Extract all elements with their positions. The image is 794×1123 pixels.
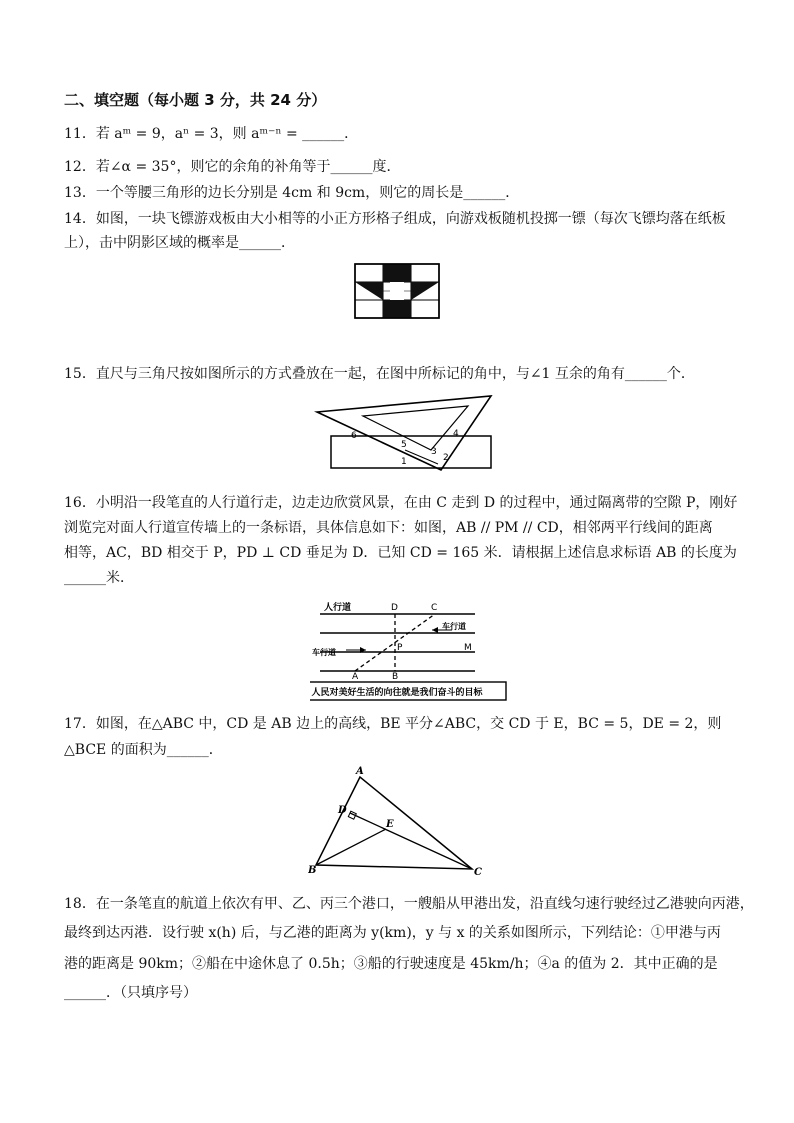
angle-label-3: 3 xyxy=(431,447,437,457)
point-D-tri: D xyxy=(338,805,347,816)
point-B: B xyxy=(392,672,399,682)
point-D: D xyxy=(391,603,398,613)
question-14-line-1: 14．如图，一块飞镖游戏板由大小相等的小正方形格子组成，向游戏板随机投掷一镖（每次飞镖均落在纸板 xyxy=(64,211,726,227)
point-A: A xyxy=(352,672,359,682)
question-18-line-3: 港的距离是 90km；②船在中途休息了 0.5h；③船的行驶速度是 45km/h；④a 的值为 2．其中正确的是 xyxy=(64,956,718,972)
road-figure xyxy=(310,598,510,702)
lane-label-right: 车行道 xyxy=(442,622,466,631)
vertex-C: C xyxy=(474,867,482,877)
point-P: P xyxy=(397,643,403,653)
triangle-figure xyxy=(308,765,488,877)
question-16-line-1: 16．小明沿一段笔直的人行道行走，边走边欣赏风景，在由 C 走到 D 的过程中，通过隔离带的空隙 P，刚好 xyxy=(64,495,738,511)
banner-slogan: 人民对美好生活的向往就是我们奋斗的目标 xyxy=(311,688,483,698)
angle-label-2: 2 xyxy=(443,453,449,463)
dartboard-figure xyxy=(354,263,440,319)
question-12: 12．若∠α = 35°，则它的余角的补角等于______度． xyxy=(64,159,401,175)
angle-label-1: 1 xyxy=(401,457,407,467)
question-15: 15．直尺与三角尺按如图所示的方式叠放在一起，在图中所标记的角中，与∠1 互余的角有______个． xyxy=(64,366,695,382)
point-C: C xyxy=(431,603,438,613)
question-17-line-2: △BCE 的面积为______． xyxy=(64,742,223,758)
vertex-A: A xyxy=(356,766,364,777)
question-18-line-4: ______．（只填序号） xyxy=(64,985,197,1001)
question-14-line-2: 上），击中阴影区域的概率是______． xyxy=(64,235,295,251)
question-16-line-2: 浏览完对面人行道宣传墙上的一条标语，具体信息如下：如图，AB // PM // CD，相邻两平行线间的距离 xyxy=(64,520,713,536)
point-E: E xyxy=(386,819,394,830)
question-16-line-3: 相等，AC，BD 相交于 P，PD ⊥ CD 垂足为 D．已知 CD = 165 米．请根据上述信息求标语 AB 的长度为 xyxy=(64,545,737,561)
section-heading: 二、填空题（每小题 3 分，共 24 分） xyxy=(64,91,327,109)
question-17-line-1: 17．如图，在△ABC 中，CD 是 AB 边上的高线，BE 平分∠ABC，交 CD 于 E，BC = 5，DE = 2，则 xyxy=(64,716,722,732)
question-18-line-1: 18．在一条笔直的航道上依次有甲、乙、丙三个港口，一艘船从甲港出发，沿直线匀速行驶经过乙港驶向丙港， xyxy=(64,896,754,912)
question-18-line-2: 最终到达丙港．设行驶 x(h) 后，与乙港的距离为 y(km)，y 与 x 的关系如图所示，下列结论：①甲港与丙 xyxy=(64,925,721,941)
lane-label-left: 车行道 xyxy=(312,648,336,657)
angle-label-4: 4 xyxy=(453,429,459,439)
question-11: 11．若 aᵐ = 9，aⁿ = 3，则 aᵐ⁻ⁿ = ______． xyxy=(64,126,359,142)
question-13: 13．一个等腰三角形的边长分别是 4cm 和 9cm，则它的周长是______． xyxy=(64,185,520,201)
point-M: M xyxy=(464,643,472,653)
ruler-triangle-figure xyxy=(313,394,493,472)
angle-label-5: 5 xyxy=(401,440,407,450)
vertex-B: B xyxy=(308,865,317,876)
question-16-line-4: ______米． xyxy=(64,570,134,586)
sidewalk-label: 人行道 xyxy=(324,603,352,613)
angle-label-6: 6 xyxy=(351,431,357,441)
